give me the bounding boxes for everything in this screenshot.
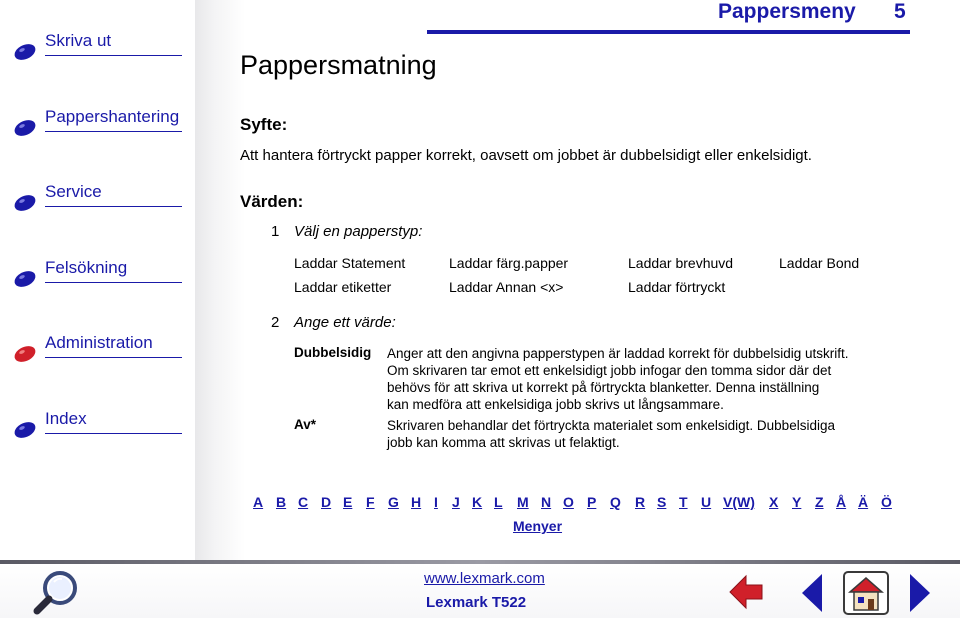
alphabet-link[interactable]: U <box>701 494 712 510</box>
right-arrow-icon[interactable] <box>908 572 932 614</box>
product-name: Lexmark T522 <box>426 594 527 611</box>
alphabet-link[interactable]: E <box>343 494 353 510</box>
description-line: Anger att den angivna papperstypen är laddad korrekt för dubbelsidig utskrift. <box>387 346 849 361</box>
description-line: Om skrivaren tar emot ett enkelsidigt jobb infogar den tomma sidor där det <box>387 363 832 378</box>
step-label: Ange ett värde: <box>294 314 396 331</box>
value-description <box>387 345 907 413</box>
bullet-icon <box>12 419 38 441</box>
paper-type-option: Laddar Statement <box>294 255 406 271</box>
values-heading: Värden: <box>240 192 304 211</box>
back-arrow-icon[interactable] <box>728 572 764 612</box>
bullet-icon <box>12 343 38 365</box>
paper-type-option: Laddar Annan <x> <box>449 279 564 295</box>
description-line: jobb kan komma att skrivas ut felaktigt. <box>387 435 620 450</box>
description-line: kan medföra att enkelsidiga jobb skrivs ut långsammare. <box>387 397 724 412</box>
page-title: Pappersmatning <box>240 50 437 80</box>
alphabet-link[interactable]: S <box>657 494 667 510</box>
sidebar-item-label: Service <box>45 182 102 201</box>
sidebar-item-label: Index <box>45 409 87 428</box>
alphabet-link[interactable]: K <box>472 494 483 510</box>
alphabet-link[interactable]: A <box>253 494 264 510</box>
sidebar-item-administration[interactable] <box>12 333 182 367</box>
alphabet-link[interactable]: T <box>679 494 688 510</box>
sidebar-item-felsokning[interactable] <box>12 258 182 292</box>
step-number: 1 <box>271 223 280 240</box>
divider <box>45 357 182 358</box>
sidebar <box>0 0 205 560</box>
website-link[interactable]: www.lexmark.com <box>424 570 545 587</box>
menus-link[interactable]: Menyer <box>513 518 563 534</box>
alphabet-index <box>253 494 903 514</box>
alphabet-link[interactable]: N <box>541 494 552 510</box>
step-number: 2 <box>271 314 280 331</box>
alphabet-link[interactable]: C <box>298 494 309 510</box>
alphabet-link[interactable]: H <box>411 494 422 510</box>
alphabet-link[interactable]: Ä <box>858 494 869 510</box>
alphabet-link[interactable]: Ö <box>881 494 892 510</box>
alphabet-link[interactable]: Y <box>792 494 802 510</box>
paper-type-option: Laddar färg.papper <box>449 255 569 271</box>
alphabet-link[interactable]: G <box>388 494 399 510</box>
divider <box>45 433 182 434</box>
description-line: Skrivaren behandlar det förtryckta materialet som enkelsidigt. Dubbelsidiga <box>387 418 835 433</box>
paper-type-option: Laddar brevhuvd <box>628 255 734 271</box>
alphabet-link[interactable]: F <box>366 494 375 510</box>
alphabet-link[interactable]: X <box>769 494 779 510</box>
alphabet-link[interactable]: V(W) <box>723 494 755 510</box>
page-number: 5 <box>894 0 906 23</box>
paper-type-option: Laddar etiketter <box>294 279 392 295</box>
sidebar-item-pappershantering[interactable] <box>12 107 182 141</box>
bullet-icon <box>12 268 38 290</box>
alphabet-link[interactable]: I <box>434 494 438 510</box>
paper-type-option: Laddar Bond <box>779 255 860 271</box>
alphabet-link[interactable]: D <box>321 494 332 510</box>
value-description <box>387 417 907 451</box>
alphabet-link[interactable]: B <box>276 494 287 510</box>
alphabet-link[interactable]: Q <box>610 494 621 510</box>
alphabet-link[interactable]: P <box>587 494 597 510</box>
divider <box>45 282 182 283</box>
sidebar-item-label: Administration <box>45 333 153 352</box>
alphabet-link[interactable]: Å <box>836 494 847 510</box>
alphabet-link[interactable]: M <box>517 494 529 510</box>
bullet-icon <box>12 192 38 214</box>
value-term: Dubbelsidig <box>294 345 372 360</box>
divider <box>45 55 182 56</box>
divider <box>45 131 182 132</box>
paper-type-option: Laddar förtryckt <box>628 279 726 295</box>
sidebar-item-skriva-ut[interactable] <box>12 31 182 65</box>
sidebar-item-label: Pappershantering <box>45 107 180 126</box>
header-rule <box>427 30 910 34</box>
bullet-icon <box>12 117 38 139</box>
header-title: Pappersmeny <box>718 0 856 23</box>
purpose-text: Att hantera förtryckt papper korrekt, oavsett om jobbet är dubbelsidigt eller enkelsidigt. <box>240 147 812 164</box>
sidebar-item-service[interactable] <box>12 182 182 216</box>
alphabet-link[interactable]: J <box>452 494 460 510</box>
sidebar-shadow <box>195 0 245 560</box>
sidebar-item-label: Skriva ut <box>45 31 112 50</box>
sidebar-item-index[interactable] <box>12 409 182 443</box>
left-arrow-icon[interactable] <box>800 572 824 614</box>
alphabet-link[interactable]: R <box>635 494 646 510</box>
alphabet-link[interactable]: O <box>563 494 574 510</box>
step-label: Välj en papperstyp: <box>294 223 423 240</box>
home-icon[interactable] <box>842 570 890 616</box>
divider <box>45 206 182 207</box>
description-line: behövs för att skriva ut korrekt på förtryckta blanketter. Denna inställning <box>387 380 820 395</box>
magnifier-icon[interactable] <box>28 568 92 616</box>
footer-rule <box>0 560 960 564</box>
purpose-heading: Syfte: <box>240 115 288 134</box>
value-term: Av* <box>294 417 317 432</box>
sidebar-item-label: Felsökning <box>45 258 128 277</box>
bullet-icon <box>12 41 38 63</box>
alphabet-link[interactable]: Z <box>815 494 824 510</box>
alphabet-link[interactable]: L <box>494 494 503 510</box>
